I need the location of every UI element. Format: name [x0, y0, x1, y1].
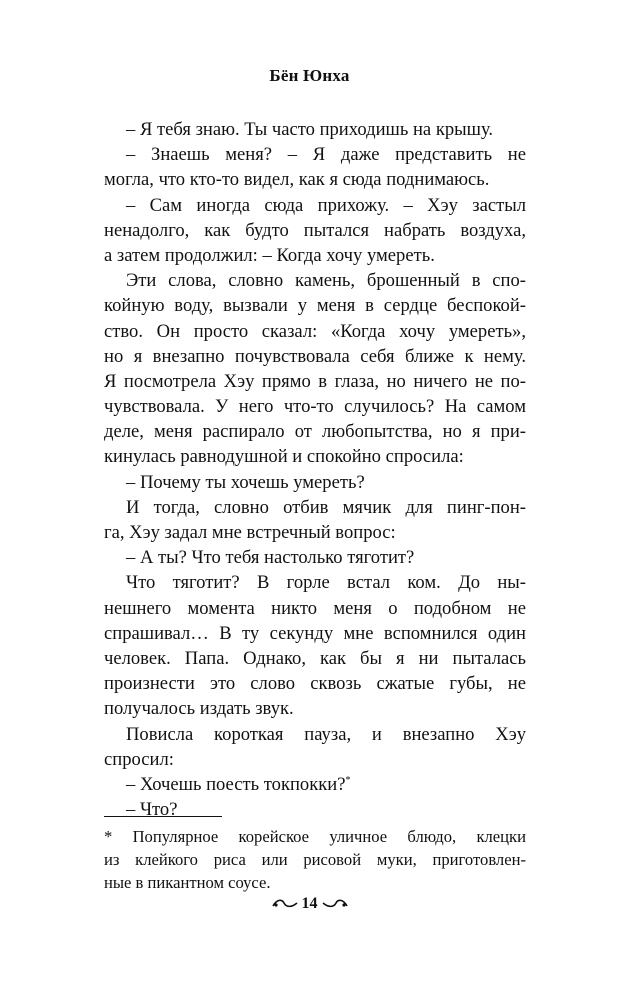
text-line: могла, что кто-то видел, как я сюда поднимаюсь.: [104, 169, 490, 191]
text-line: а затем продолжил: – Когда хочу умереть.: [104, 244, 435, 266]
text-line: человек. Папа. Однако, как бы я ни пыталась: [104, 647, 526, 669]
page-number: 14: [301, 895, 318, 912]
text-line: – Я тебя знаю. Ты часто приходишь на крышу.: [126, 119, 494, 140]
text-line: – Почему ты хочешь умереть?: [126, 471, 365, 493]
text-line: ство. Он просто сказал: «Когда хочу умереть»,: [104, 320, 526, 342]
footnote-line: ные в пикантном соусе.: [104, 872, 271, 892]
text-line: И тогда, словно отбив мячик для пинг-пон-: [126, 496, 526, 518]
text-line: деле, меня распирало от любопытства, но я при-: [104, 421, 526, 443]
text-line: га, Хэу задал мне встречный вопрос:: [104, 522, 396, 543]
text-line: произнести это слово сквозь сжатые губы, не: [104, 673, 526, 695]
text-line: чувствовала. У него что-то случилось? На самом: [104, 396, 526, 418]
text-line: Повисла короткая пауза, и внезапно Хэу: [126, 723, 526, 745]
text-line: – Что?: [126, 799, 178, 821]
text-line: но я внезапно почувствовала себя ближе к нему.: [104, 345, 526, 367]
text-line: нешнего момента никто меня о подобном не: [104, 597, 526, 619]
text-line: ненадолго, как будто пытался набрать воздуха,: [104, 219, 526, 241]
page-number-block: [0, 893, 619, 915]
text-line: спросил:: [104, 748, 174, 770]
running-header-author: Бён Юнха: [269, 66, 350, 85]
text-line: кинулась равнодушной и спокойно спросила:: [104, 446, 464, 468]
left-flourish-icon: [272, 897, 298, 911]
footnote: [104, 826, 526, 894]
body-text: [104, 117, 526, 822]
text-line-content: – Хочешь поесть токпокки?: [126, 773, 346, 795]
text-line: Что тяготит? В горле встал ком. До ны-: [126, 572, 526, 594]
text-line: Я посмотрела Хэу прямо в глаза, но ничего не по-: [104, 370, 526, 392]
text-line: Эти слова, словно камень, брошенный в спо-: [126, 270, 526, 292]
footnote-line: из клейкого риса или рисовой муки, приготовлен-: [104, 849, 526, 869]
text-line: спрашивал… В ту секунду мне вспомнился один: [104, 622, 526, 644]
text-line: – Знаешь меня? – Я даже представить не: [126, 144, 526, 166]
footnote-divider: [104, 816, 222, 817]
text-line: койную воду, вызвали у меня в сердце беспокой-: [104, 295, 526, 317]
text-line: получалось издать звук.: [104, 698, 294, 720]
text-line: [104, 772, 526, 797]
text-line: – Сам иногда сюда прихожу. – Хэу застыл: [126, 194, 526, 216]
footnote-marker: *: [345, 774, 351, 786]
right-flourish-icon: [322, 897, 348, 911]
text-line: – А ты? Что тебя настолько тяготит?: [126, 547, 415, 569]
footnote-line: * Популярное корейское уличное блюдо, клецки: [104, 827, 526, 846]
